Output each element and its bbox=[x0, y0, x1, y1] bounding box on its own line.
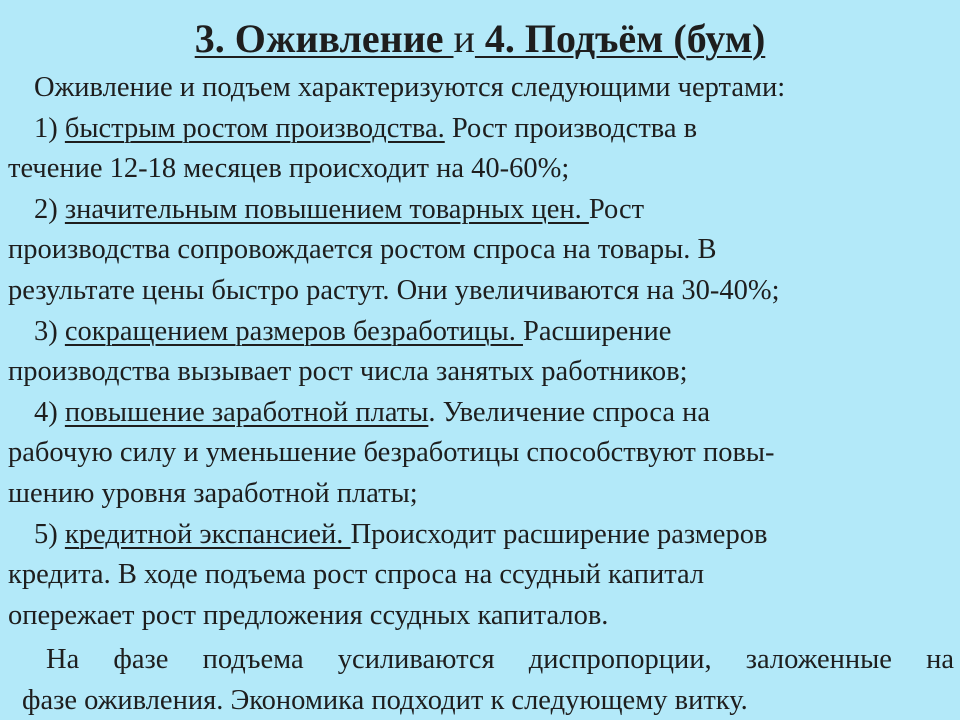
list-item-2-line-2: производства сопровождается ростом спроса на товары. В bbox=[8, 234, 717, 266]
list-item-5-term: кредитной экспансией. bbox=[64, 518, 351, 550]
slide-body bbox=[8, 68, 954, 720]
conclusion-line-2: фазе оживления. Экономика подходит к следующему витку. bbox=[22, 684, 748, 716]
list-item-5-line-3: опережает рост предложения ссудных капиталов. bbox=[8, 599, 609, 631]
list-item-1-text: Рост производства в bbox=[444, 112, 698, 144]
intro-line: Оживление и подъем характеризуются следующими чертами: bbox=[34, 72, 786, 103]
slide-title bbox=[0, 13, 960, 65]
list-item-1-number: 1) bbox=[34, 112, 65, 144]
list-item-5-number: 5) bbox=[34, 518, 65, 550]
list-item-4-term: повышение заработной платы bbox=[64, 396, 429, 428]
list-item-3-line-1 bbox=[8, 312, 954, 353]
list-item-2-line-1 bbox=[8, 190, 954, 231]
list-item-2-text: Рост bbox=[588, 193, 645, 225]
list-item-1-line-2: течение 12-18 месяцев происходит на 40-60%; bbox=[8, 153, 570, 185]
conclusion-line-1: На фазе подъема усиливаются диспропорции, заложенные на bbox=[46, 644, 954, 676]
list-item-1-term: быстрым ростом производства. bbox=[64, 112, 445, 144]
list-item-3-term: сокращением размеров безработицы. bbox=[64, 315, 523, 347]
list-item-3-text: Расширение bbox=[522, 315, 672, 347]
list-item-5-text: Происходит расширение размеров bbox=[350, 518, 768, 550]
list-item-2-number: 2) bbox=[34, 193, 65, 225]
list-item-1-line-1 bbox=[8, 109, 954, 150]
title-part-revival: 3. Оживление bbox=[194, 16, 454, 61]
list-item-4-line-1 bbox=[8, 393, 954, 434]
title-connector: и bbox=[453, 16, 475, 61]
list-item-2-line-3: результате цены быстро растут. Они увеличиваются на 30-40%; bbox=[8, 274, 780, 306]
list-item-3-line-2: производства вызывает рост числа занятых работников; bbox=[8, 356, 688, 388]
list-item-3-number: 3) bbox=[34, 315, 65, 347]
list-item-2-term: значительным повышением товарных цен. bbox=[64, 193, 589, 225]
list-item-4-line-3: шению уровня заработной платы; bbox=[8, 477, 418, 509]
list-item-4-text: . Увеличение спроса на bbox=[428, 396, 711, 428]
list-item-5-line-1 bbox=[8, 515, 954, 556]
list-item-4-line-2: рабочую силу и уменьшение безработицы способствуют повы- bbox=[8, 437, 775, 469]
list-item-4-number: 4) bbox=[34, 396, 65, 428]
list-item-5-line-2: кредита. В ходе подъема рост спроса на ссудный капитал bbox=[8, 559, 705, 591]
title-part-boom: 4. Подъём (бум) bbox=[474, 16, 766, 61]
conclusion-paragraph bbox=[8, 640, 954, 720]
